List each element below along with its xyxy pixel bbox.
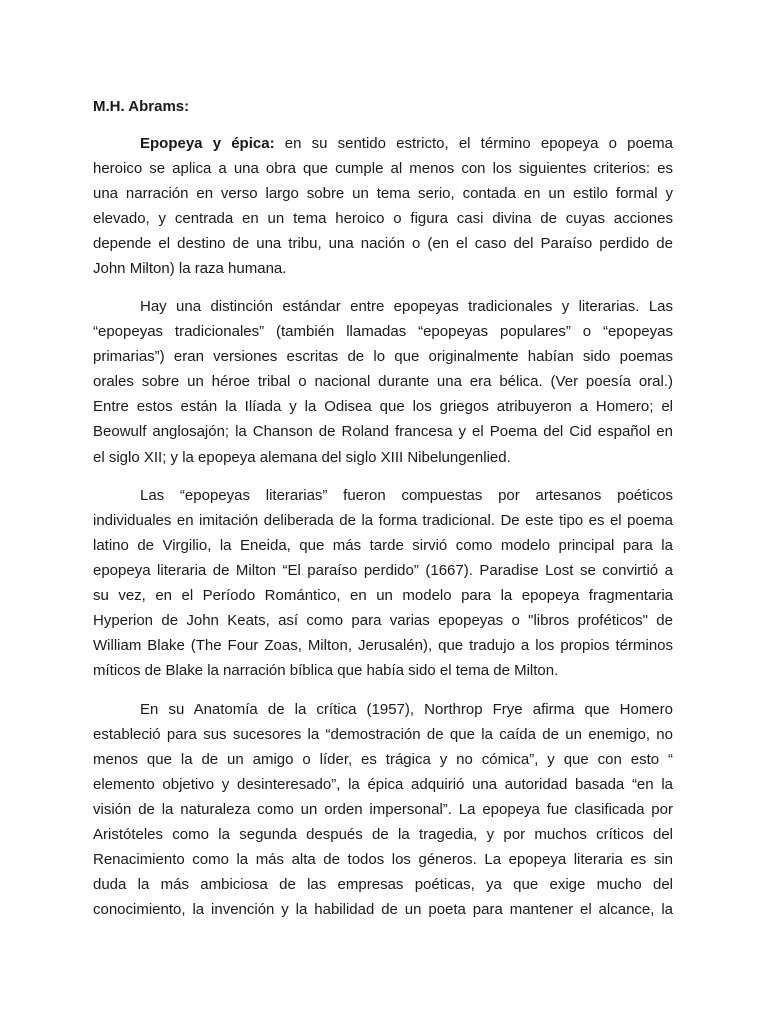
paragraph-3-line: míticos de Blake la narración bíblica que había sido el tema de Milton. bbox=[93, 662, 559, 679]
paragraph-3-line: Hyperion de John Keats, así como para varias epopeyas o "libros proféticos" de bbox=[93, 612, 673, 629]
paragraph-2-line: Entre estos están la Ilíada y la Odisea que los griegos atribuyeron a Homero; el bbox=[93, 398, 673, 415]
paragraph-3-line: Las “epopeyas literarias” fueron compuestas por artesanos poéticos bbox=[140, 487, 673, 504]
paragraph-4-line: duda la más ambiciosa de las empresas poéticas, ya que exige mucho del bbox=[93, 876, 673, 893]
paragraph-1-line: depende el destino de una tribu, una nación o (en el caso del Paraíso perdido de bbox=[93, 235, 673, 252]
paragraph-4-line: conocimiento, la invención y la habilidad de un poeta para mantener el alcance, la bbox=[93, 901, 673, 918]
paragraph-4-line: estableció para sus sucesores la “demostración de que la caída de un enemigo, no bbox=[93, 726, 673, 743]
paragraph-4-line: En su Anatomía de la crítica (1957), Northrop Frye afirma que Homero bbox=[140, 701, 673, 718]
paragraph-2-line: Beowulf anglosajón; la Chanson de Roland francesa y el Poema del Cid español en bbox=[93, 423, 673, 440]
paragraph-2-line: primarias”) eran versiones escritas de lo que originalmente habían sido poemas bbox=[93, 348, 673, 365]
paragraph-1-line: heroico se aplica a una obra que cumple al menos con los siguientes criterios: es bbox=[93, 160, 673, 177]
paragraph-4-line: Aristóteles como la segunda después de la tragedia, y por muchos críticos del bbox=[93, 826, 673, 843]
paragraph-1-line: elevado, y centrada en un tema heroico o figura casi divina de cuyas acciones bbox=[93, 210, 673, 227]
paragraph-4-line: Renacimiento como la más alta de todos los géneros. La epopeya literaria es sin bbox=[93, 851, 673, 868]
paragraph-4-line: menos que la de un amigo o líder, es trágica y no cómica”, y que con esto “ bbox=[93, 751, 673, 768]
paragraph-1-line: Epopeya y épica: en su sentido estricto, el término epopeya o poema bbox=[140, 135, 673, 152]
paragraph-2-line: el siglo XII; y la epopeya alemana del siglo XIII Nibelungenlied. bbox=[93, 449, 511, 466]
paragraph-4-line: elemento objetivo y desinteresado”, la épica adquirió una autoridad basada “en la bbox=[93, 776, 673, 793]
paragraph-3-line: epopeya literaria de Milton “El paraíso perdido” (1667). Paradise Lost se convirtió a bbox=[93, 562, 673, 579]
paragraph-2-line: “epopeyas tradicionales” (también llamadas “epopeyas populares” o “epopeyas bbox=[93, 323, 673, 340]
paragraph-1-line: John Milton) la raza humana. bbox=[93, 260, 287, 277]
paragraph-4-line: visión de la naturaleza como un orden impersonal”. La epopeya fue clasificada por bbox=[93, 801, 673, 818]
term-heading: Epopeya y épica: bbox=[140, 135, 275, 152]
paragraph-3-line: William Blake (The Four Zoas, Milton, Jerusalén), que tradujo a los propios términos bbox=[93, 637, 673, 654]
author-heading: M.H. Abrams: bbox=[93, 98, 190, 115]
paragraph-3-line: latino de Virgilio, la Eneida, que más tarde sirvió como modelo principal para la bbox=[93, 537, 673, 554]
paragraph-3-line: individuales en imitación deliberada de la forma tradicional. De este tipo es el poema bbox=[93, 512, 673, 529]
paragraph-3-line: su vez, en el Período Romántico, en un modelo para la epopeya fragmentaria bbox=[93, 587, 673, 604]
paragraph-2-line: Hay una distinción estándar entre epopeyas tradicionales y literarias. Las bbox=[140, 298, 673, 315]
paragraph-1-line: una narración en verso largo sobre un tema serio, contada en un estilo formal y bbox=[93, 185, 673, 202]
paragraph-2-line: orales sobre un héroe tribal o nacional durante una era bélica. (Ver poesía oral.) bbox=[93, 373, 673, 390]
